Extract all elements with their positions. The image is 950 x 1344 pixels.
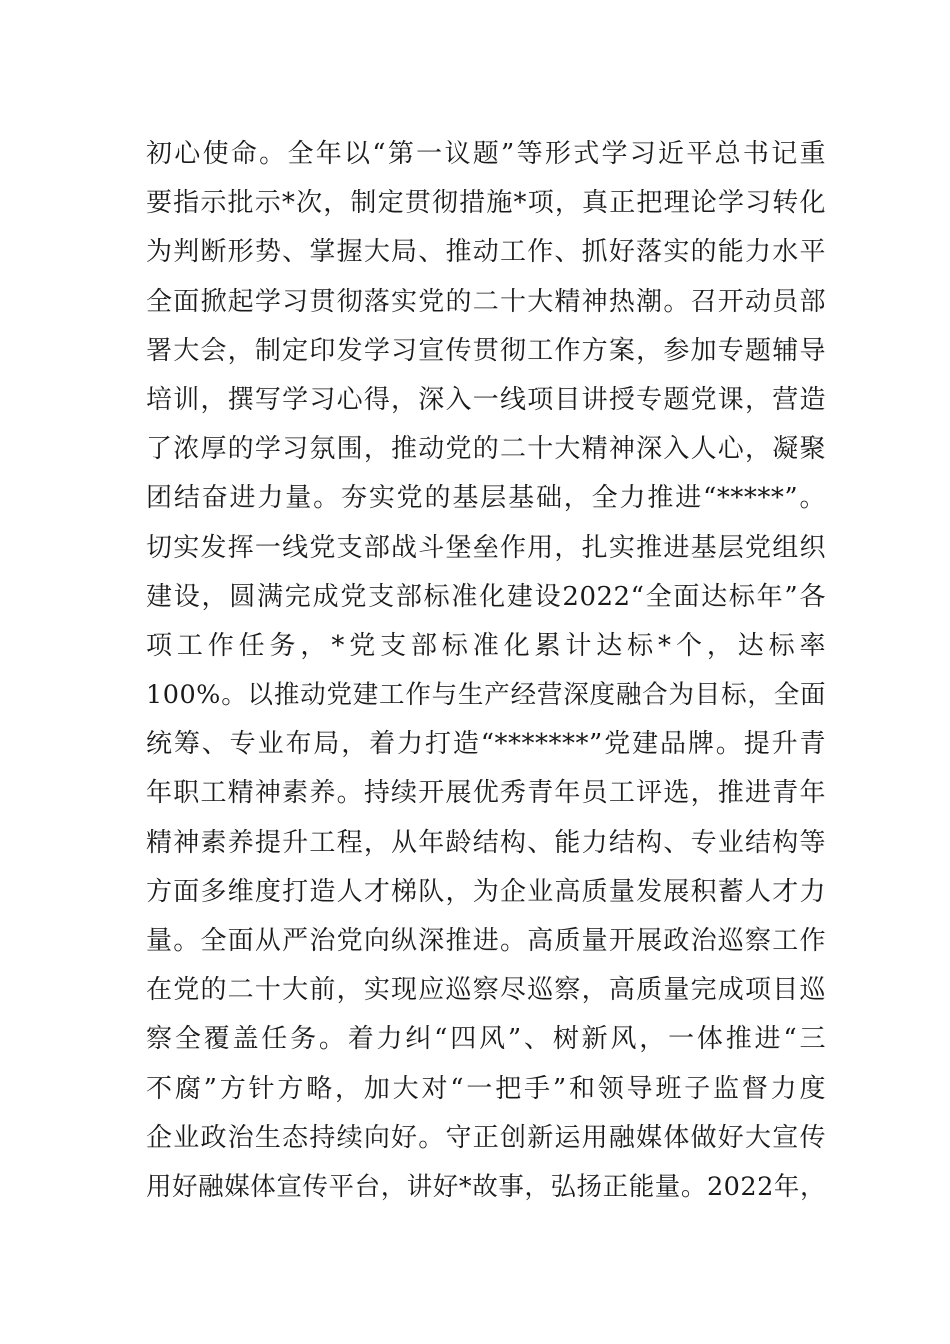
text-line: 为判断形势、掌握大局、推动工作、抓好落实的能力水平 (146, 237, 826, 268)
text-line: 在党的二十大前，实现应巡察尽巡察，高质量完成项目巡 (146, 975, 826, 1006)
text-line: 团结奋进力量。夯实党的基层基础，全力推进“*****”。 (146, 483, 826, 514)
text-line: 年职工精神素养。持续开展优秀青年员工评选，推进青年 (146, 778, 826, 809)
text-line: 全面掀起学习贯彻落实党的二十大精神热潮。召开动员部 (146, 286, 826, 317)
text-line: 项工作任务，*党支部标准化累计达标*个，达标率 (146, 630, 826, 661)
text-line: 企业政治生态持续向好。守正创新运用融媒体做好大宣传 (146, 1122, 826, 1153)
text-line: 方面多维度打造人才梯队，为企业高质量发展积蓄人才力 (146, 876, 826, 907)
text-line: 培训，撰写学习心得，深入一线项目讲授专题党课，营造 (146, 384, 826, 415)
text-line: 了浓厚的学习氛围，推动党的二十大精神深入人心，凝聚 (146, 434, 826, 465)
body-paragraph (146, 130, 826, 1212)
text-line: 察全覆盖任务。着力纠“四风”、树新风，一体推进“三 (146, 1024, 826, 1055)
text-line: 100%。以推动党建工作与生产经营深度融合为目标，全面 (146, 680, 826, 711)
text-line: 署大会，制定印发学习宣传贯彻工作方案，参加专题辅导 (146, 335, 826, 366)
text-line: 要指示批示*次，制定贯彻措施*项，真正把理论学习转化 (146, 188, 826, 219)
text-line: 初心使命。全年以“第一议题”等形式学习近平总书记重 (146, 139, 826, 169)
text-line: 不腐”方针方略，加大对“一把手”和领导班子监督力度 (146, 1073, 826, 1104)
text-line: 切实发挥一线党支部战斗堡垒作用，扎实推进基层党组织 (146, 532, 826, 563)
text-line: 建设，圆满完成党支部标准化建设2022“全面达标年”各 (146, 581, 826, 612)
text-line: 精神素养提升工程，从年龄结构、能力结构、专业结构等 (146, 827, 826, 858)
text-line: 用好融媒体宣传平台，讲好*故事，弘扬正能量。2022年， (146, 1171, 826, 1202)
text-line: 统筹、专业布局，着力打造“*******”党建品牌。提升青 (146, 729, 826, 760)
text-line: 量。全面从严治党向纵深推进。高质量开展政治巡察工作 (146, 926, 826, 956)
